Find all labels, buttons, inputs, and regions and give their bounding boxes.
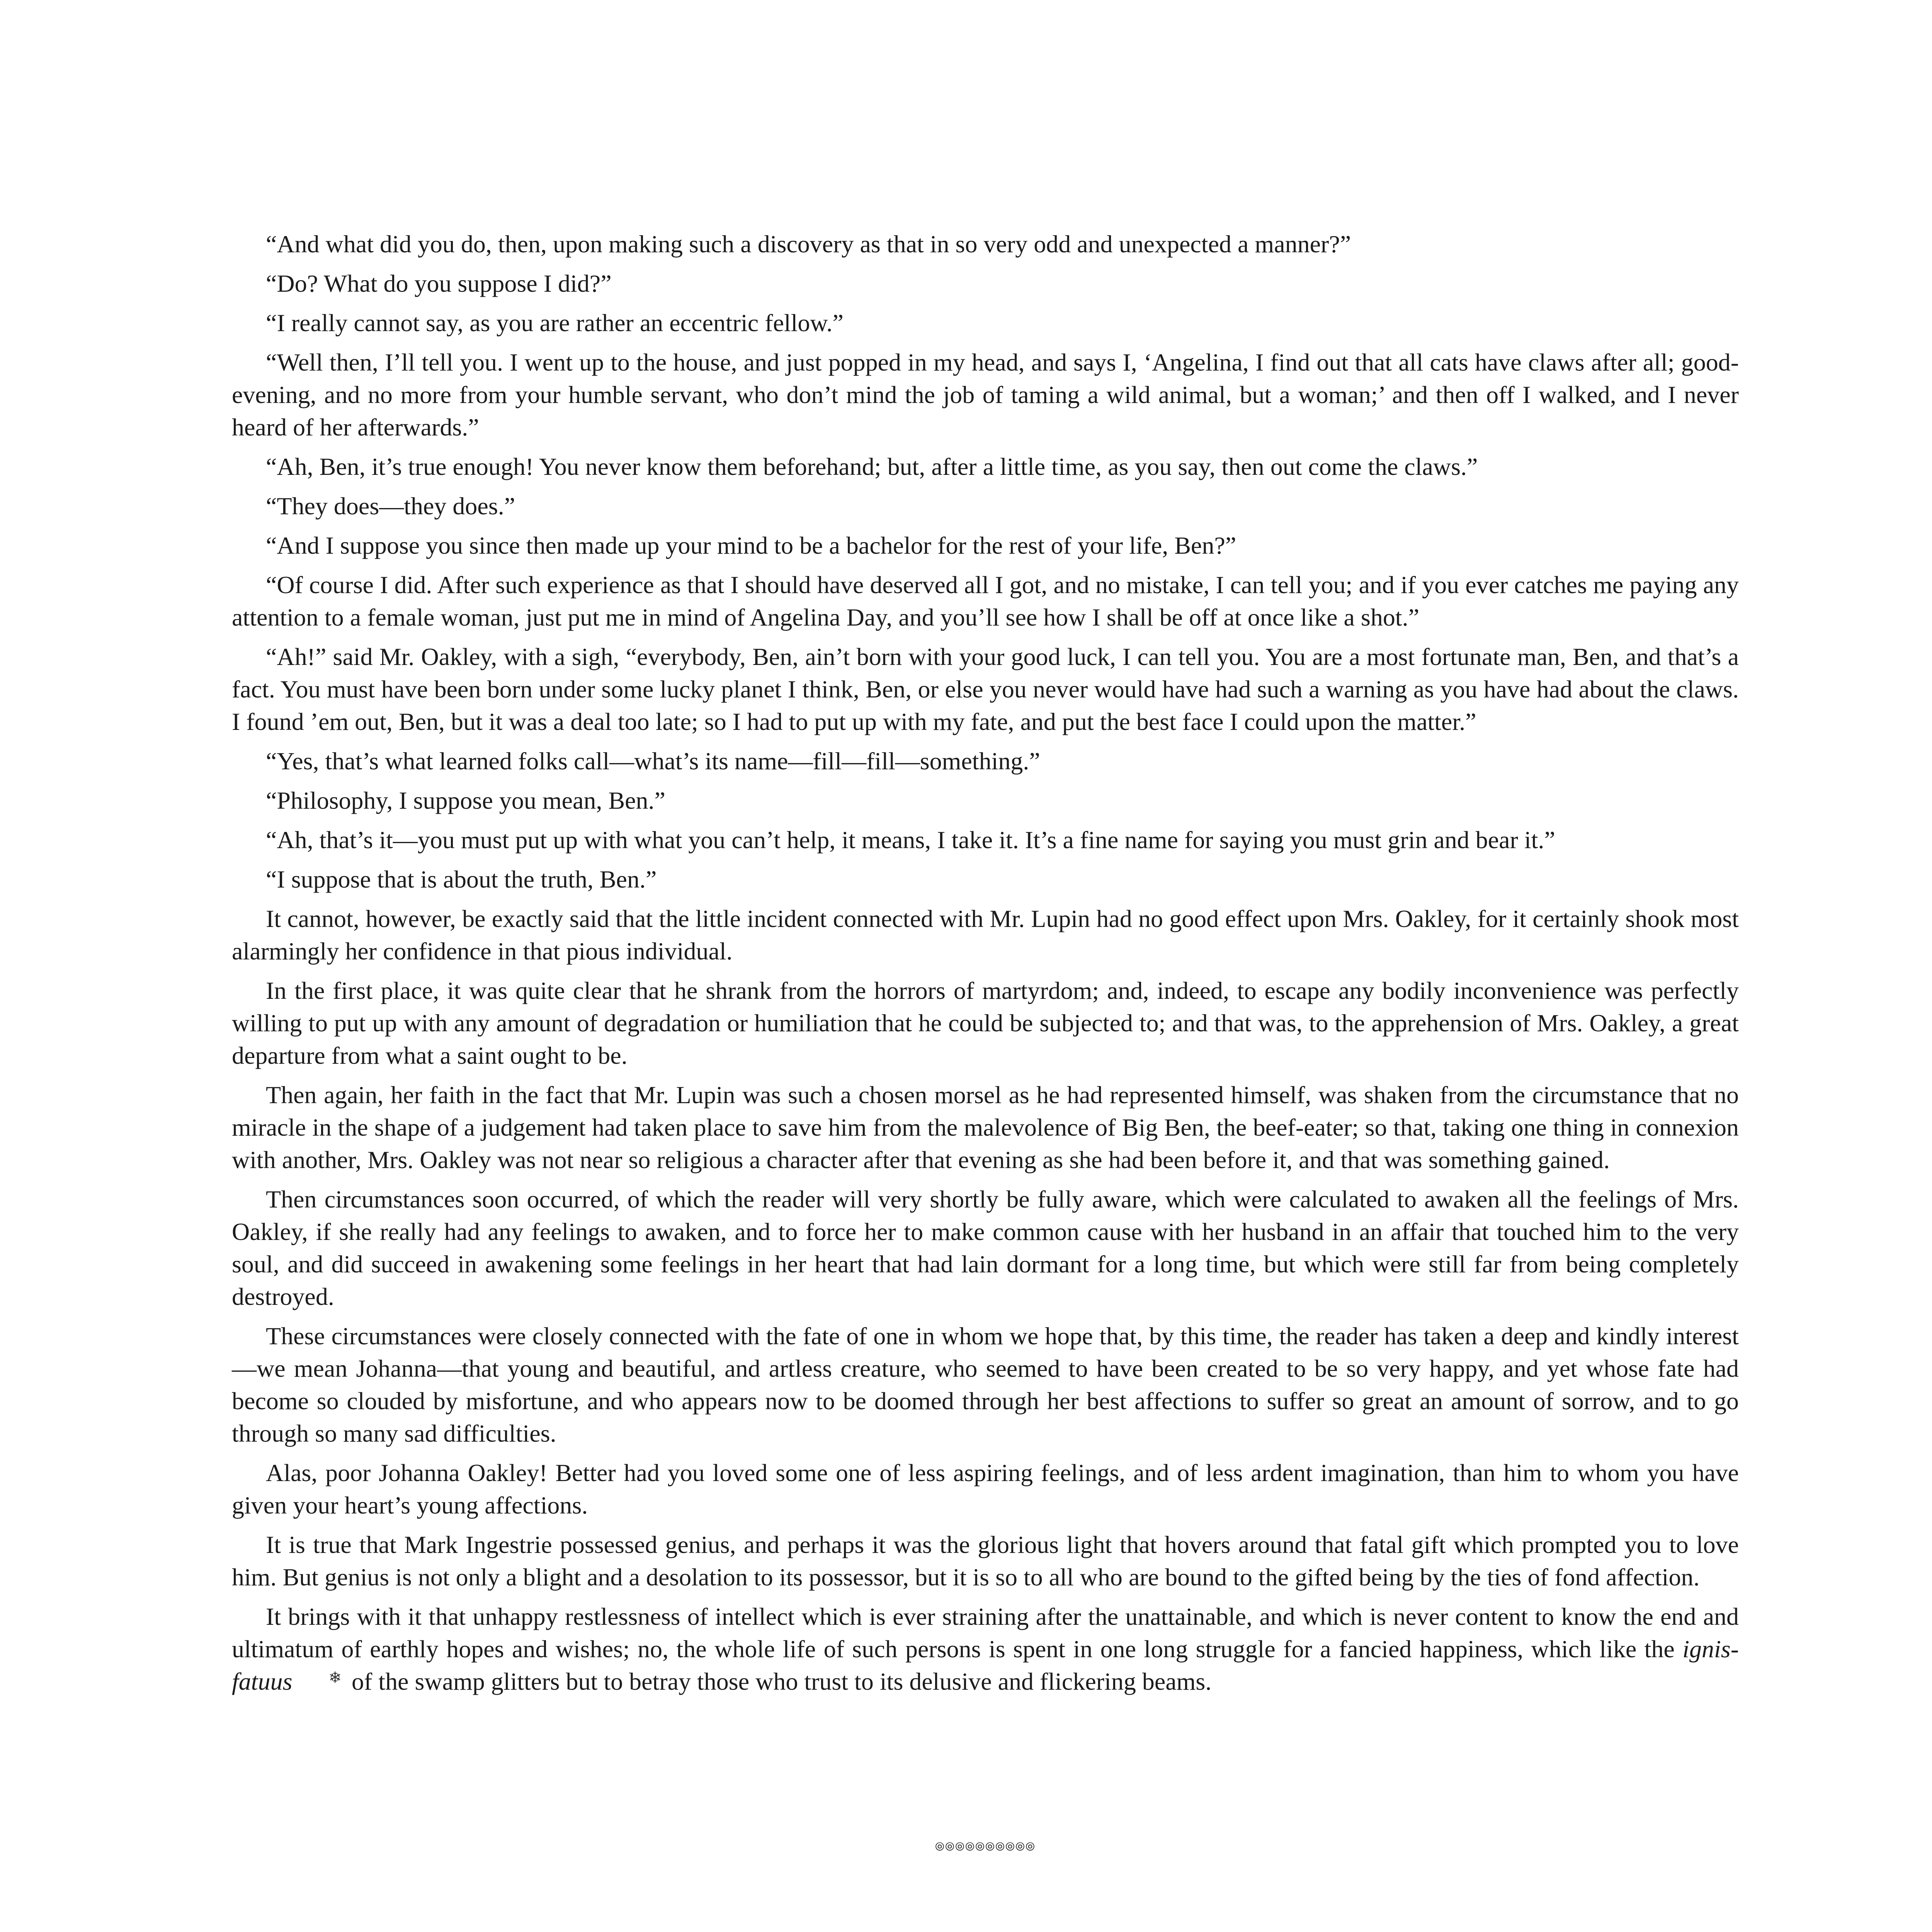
paragraph-14: It cannot, however, be exactly said that the little incident connected with Mr. Lupin had no good effect upon Mrs. Oakley, for it certainly shook most alarmingly her confidence in that pious individual. bbox=[232, 905, 1739, 965]
paragraph-16: Then again, her faith in the fact that Mr. Lupin was such a chosen morsel as he had represented himself, was shaken from the circumstance that no miracle in the shape of a judgement had taken place to save him from the malevolence of Big Ben, the beef-eater; so that, taking one thing in connexion with another, Mrs. Oakley was not near so religious a character after that evening as she had been before it, and that was something gained. bbox=[232, 1081, 1739, 1173]
paragraph-3: “I really cannot say, as you are rather an eccentric fellow.” bbox=[266, 309, 844, 337]
paragraph-17: Then circumstances soon occurred, of which the reader will very shortly be fully aware, which were calculated to awaken all the feelings of Mrs. Oakley, if she really had any feelings to awaken, and to force her to make common cause with her husband in an affair that touched him to the very soul, and did succeed in awakening some feelings in her heart that had lain dormant for a long time, but which were still far from being completely destroyed. bbox=[232, 1185, 1739, 1310]
section-end-ornament: ⦾⦾⦾⦾⦾⦾⦾⦾⦾⦾ bbox=[935, 1840, 1036, 1854]
paragraph-13: “I suppose that is about the truth, Ben.” bbox=[266, 866, 657, 893]
paragraph-10: “Yes, that’s what learned folks call—what’s its name—fill—fill—something.” bbox=[266, 747, 1040, 775]
paragraph-2: “Do? What do you suppose I did?” bbox=[266, 270, 612, 297]
paragraph-11: “Philosophy, I suppose you mean, Ben.” bbox=[266, 787, 665, 814]
paragraph-21-text-start: It brings with it that unhappy restlessness of intellect which is ever straining after the unattainable, and which is never content to know the end and ultimatum of earthly hopes and wishes; no, the whole life of such persons is spent in one long struggle for a fancied happiness, which like the bbox=[232, 1603, 1739, 1663]
paragraph-19: Alas, poor Johanna Oakley! Better had you loved some one of less aspiring feelings, and of less ardent imagination, than him to whom you have given your heart’s young affections. bbox=[232, 1459, 1739, 1519]
paragraph-21 bbox=[232, 1600, 1739, 1698]
paragraph-7: “And I suppose you since then made up your mind to be a bachelor for the rest of your life, Ben?” bbox=[266, 532, 1236, 559]
paragraph-20: It is true that Mark Ingestrie possessed genius, and perhaps it was the glorious light that hovers around that fatal gift which prompted you to love him. But genius is not only a blight and a desolation to its possessor, but it is so to all who are bound to the gifted being by the ties of fond affection. bbox=[232, 1531, 1739, 1591]
paragraph-9: “Ah!” said Mr. Oakley, with a sigh, “everybody, Ben, ain’t born with your good luck, I can tell you. You are a most fortunate man, Ben, and that’s a fact. You must have been born under some lucky planet I think, Ben, or else you never would have had such a warning as you have had about the claws. I found ’em out, Ben, but it was a deal too late; so I had to put up with my fate, and put the best face I could upon the matter.” bbox=[232, 643, 1739, 735]
body-text bbox=[232, 228, 1739, 1705]
paragraph-4: “Well then, I’ll tell you. I went up to the house, and just popped in my head, and says I, ‘Angelina, I find out that all cats have claws after all; good-evening, and no more from your humble servant, who don’t mind the job of taming a wild animal, but a woman;’ and then off I walked, and I never heard of her afterwards.” bbox=[232, 349, 1739, 441]
paragraph-15: In the first place, it was quite clear that he shrank from the horrors of martyrdom; and, indeed, to escape any bodily inconvenience was perfectly willing to put up with any amount of degradation or humiliation that he could be subjected to; and that was, to the apprehension of Mrs. Oakley, a great departure from what a saint ought to be. bbox=[232, 977, 1739, 1069]
paragraph-21-text-end: of the swamp glitters but to betray those who trust to its delusive and flickering beams. bbox=[345, 1668, 1212, 1695]
paragraph-8: “Of course I did. After such experience as that I should have deserved all I got, and no mistake, I can tell you; and if you ever catches me paying any attention to a female woman, just put me in mind of Angelina Day, and you’ll see how I shall be off at once like a shot.” bbox=[232, 571, 1739, 631]
paragraph-18: These circumstances were closely connected with the fate of one in whom we hope that, by this time, the reader has taken a deep and kindly interest—we mean Johanna—that young and beautiful, and artless creature, who seemed to have been created to be so very happy, and yet whose fate had become so clouded by misfortune, and who appears now to be doomed through her best affections to suffer so great an amount of sorrow, and to go through so many sad difficulties. bbox=[232, 1322, 1739, 1447]
footnote-mark-icon[interactable]: ❄ bbox=[328, 1669, 342, 1686]
paragraph-1: “And what did you do, then, upon making such a discovery as that in so very odd and unexpected a manner?” bbox=[266, 230, 1351, 258]
paragraph-6: “They does—they does.” bbox=[266, 492, 515, 520]
italic-term: ignis-fatuus bbox=[232, 1635, 1739, 1695]
paragraph-12: “Ah, that’s it—you must put up with what you can’t help, it means, I take it. It’s a fine name for saying you must grin and bear it.” bbox=[266, 826, 1555, 854]
paragraph-5: “Ah, Ben, it’s true enough! You never know them beforehand; but, after a little time, as you say, then out come the claws.” bbox=[266, 453, 1478, 480]
